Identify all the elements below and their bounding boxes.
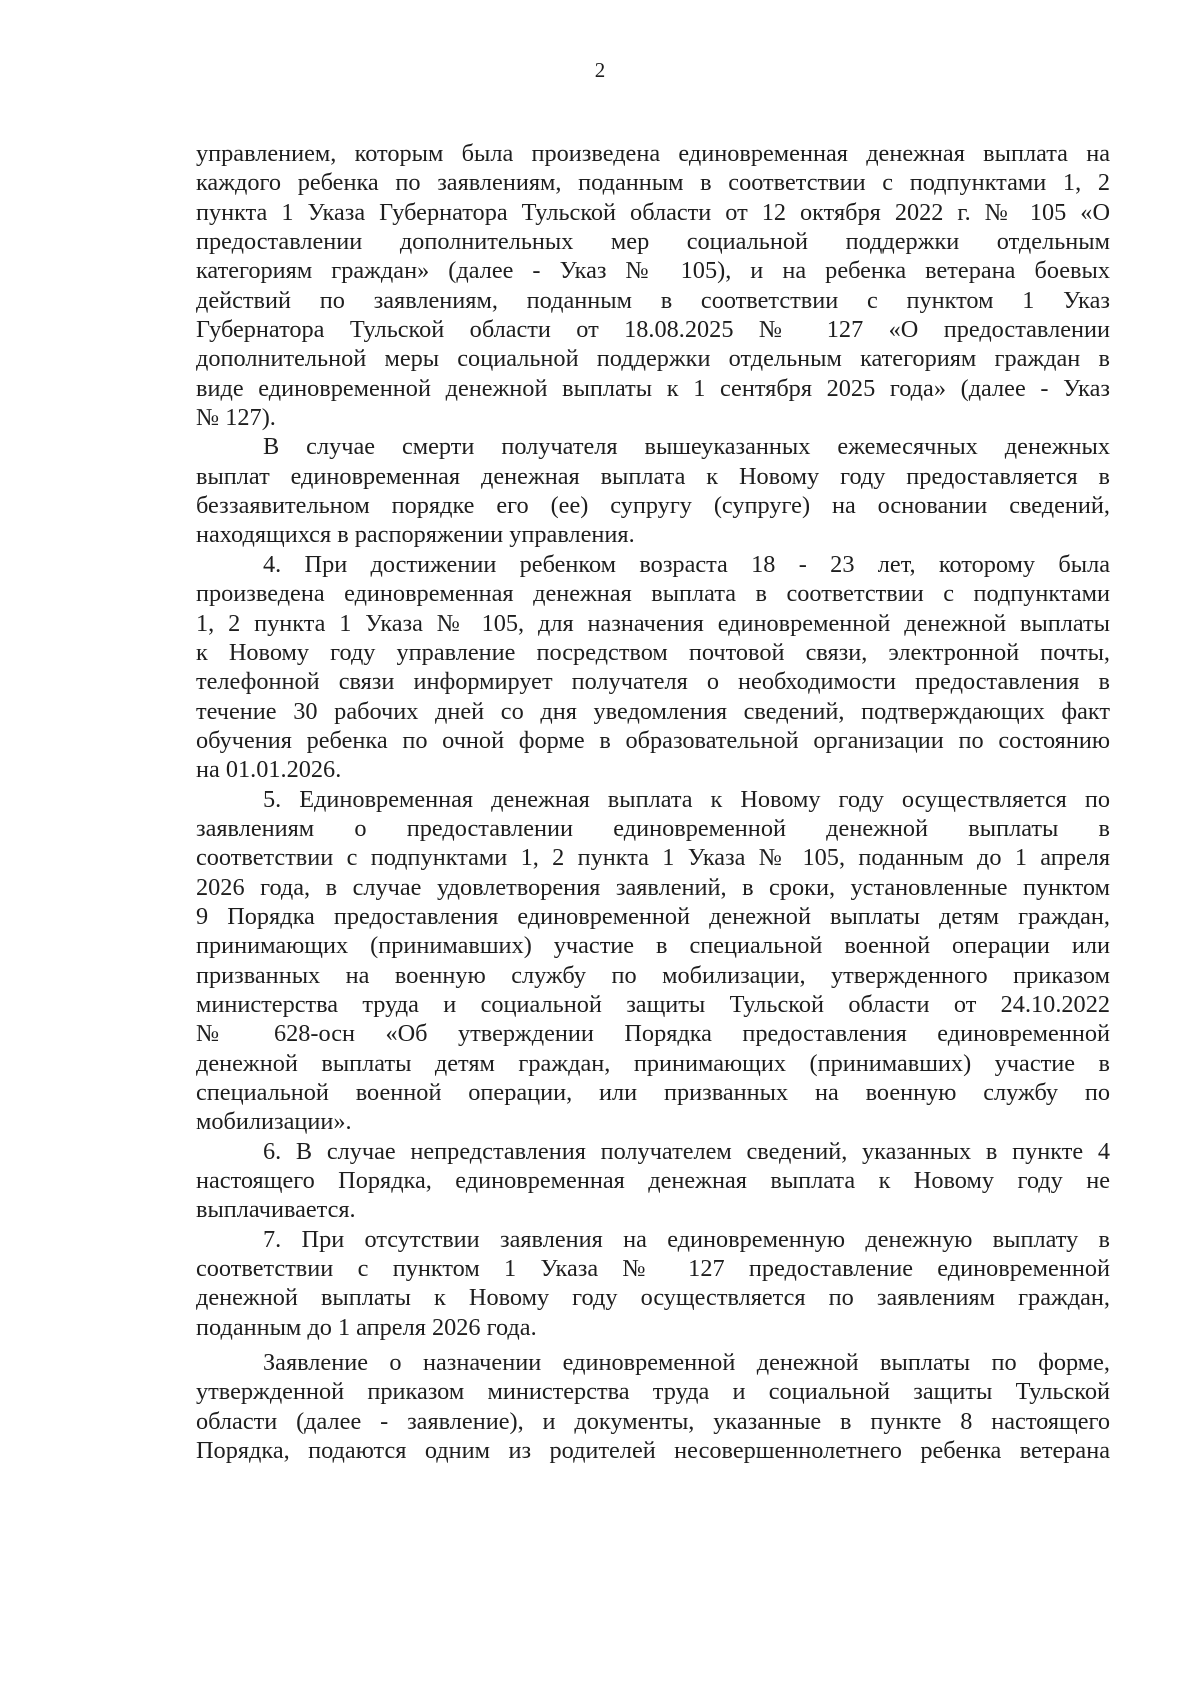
text-line: категориям граждан» (далее - Указ № 105), и на ребенка ветерана боевых bbox=[196, 257, 1110, 285]
text-line: Губернатора Тульской области от 18.08.2025 № 127 «О предоставлении bbox=[196, 316, 1110, 344]
text-line: области (далее - заявление), и документы, указанные в пункте 8 настоящего bbox=[196, 1407, 1110, 1435]
text-line: мобилизации». bbox=[196, 1108, 352, 1136]
paragraph-intro-continuation bbox=[196, 139, 1110, 432]
text-line: № 127). bbox=[196, 404, 276, 432]
text-line: выплат единовременная денежная выплата к Новому году предоставляется в bbox=[196, 462, 1110, 490]
text-line: беззаявительном порядке его (ее) супругу (супруге) на основании сведений, bbox=[196, 492, 1110, 520]
page-number: 2 bbox=[594, 58, 606, 82]
text-line: виде единовременной денежной выплаты к 1 сентября 2025 года» (далее - Указ bbox=[196, 374, 1110, 402]
text-line: 1, 2 пункта 1 Указа № 105, для назначения единовременной денежной выплаты bbox=[196, 609, 1110, 637]
text-line: каждого ребенка по заявлениям, поданным в соответствии с подпунктами 1, 2 bbox=[196, 169, 1110, 197]
paragraph-death-of-recipient bbox=[196, 432, 1110, 549]
text-line: находящихся в распоряжении управления. bbox=[196, 521, 635, 549]
text-line: № 628-осн «Об утверждении Порядка предоставления единовременной bbox=[196, 1020, 1110, 1048]
paragraph-item-4 bbox=[196, 550, 1110, 785]
text-line: денежной выплаты к Новому году осуществляется по заявлениям граждан, bbox=[196, 1284, 1110, 1312]
text-line: денежной выплаты детям граждан, принимающих (принимавших) участие в bbox=[196, 1049, 1110, 1077]
text-line: течение 30 рабочих дней со дня уведомления сведений, подтверждающих факт bbox=[196, 697, 1110, 725]
text-line: 9 Порядка предоставления единовременной денежной выплаты детям граждан, bbox=[196, 902, 1110, 930]
text-line: министерства труда и социальной защиты Тульской области от 24.10.2022 bbox=[196, 990, 1110, 1018]
text-line: произведена единовременная денежная выплата в соответствии с подпунктами bbox=[196, 580, 1110, 608]
text-line: 4. При достижении ребенком возраста 18 - 23 лет, которому была bbox=[263, 550, 1110, 578]
text-line: 6. В случае непредставления получателем сведений, указанных в пункте 4 bbox=[263, 1137, 1110, 1165]
text-line: к Новому году управление посредством почтовой связи, электронной почты, bbox=[196, 638, 1110, 666]
paragraph-application bbox=[196, 1348, 1110, 1465]
paragraph-item-5 bbox=[196, 785, 1110, 1137]
text-line: дополнительной меры социальной поддержки отдельным категориям граждан в bbox=[196, 345, 1110, 373]
text-line: соответствии с подпунктами 1, 2 пункта 1 Указа № 105, поданным до 1 апреля bbox=[196, 844, 1110, 872]
text-line: пункта 1 Указа Губернатора Тульской области от 12 октября 2022 г. № 105 «О bbox=[196, 198, 1110, 226]
text-line: заявлениям о предоставлении единовременной денежной выплаты в bbox=[196, 814, 1110, 842]
text-line: выплачивается. bbox=[196, 1196, 356, 1224]
text-line: специальной военной операции, или призванных на военную службу по bbox=[196, 1079, 1110, 1106]
text-line: предоставлении дополнительных мер социальной поддержки отдельным bbox=[196, 228, 1110, 256]
text-line: телефонной связи информирует получателя о необходимости предоставления в bbox=[196, 668, 1110, 696]
text-line: управлением, которым была произведена единовременная денежная выплата на bbox=[196, 140, 1110, 167]
paragraph-item-6 bbox=[196, 1137, 1110, 1225]
text-line: В случае смерти получателя вышеуказанных ежемесячных денежных bbox=[263, 433, 1110, 461]
paragraph-item-7 bbox=[196, 1225, 1110, 1342]
document-body bbox=[196, 139, 1110, 1465]
text-line: настоящего Порядка, единовременная денежная выплата к Новому году не bbox=[196, 1167, 1110, 1195]
text-line: обучения ребенка по очной форме в образовательной организации по состоянию bbox=[196, 726, 1110, 754]
text-line: соответствии с пунктом 1 Указа № 127 предоставление единовременной bbox=[196, 1255, 1110, 1283]
text-line: призванных на военную службу по мобилизации, утвержденного приказом bbox=[196, 961, 1110, 989]
text-line: действий по заявлениям, поданным в соответствии с пунктом 1 Указ bbox=[196, 286, 1110, 314]
text-line: 5. Единовременная денежная выплата к Новому году осуществляется по bbox=[263, 785, 1110, 813]
text-line: на 01.01.2026. bbox=[196, 756, 342, 784]
text-line: утвержденной приказом министерства труда и социальной защиты Тульской bbox=[196, 1378, 1110, 1406]
text-line: поданным до 1 апреля 2026 года. bbox=[196, 1313, 537, 1341]
text-line: 7. При отсутствии заявления на единовременную денежную выплату в bbox=[263, 1225, 1110, 1253]
text-line: принимающих (принимавших) участие в специальной военной операции или bbox=[196, 932, 1110, 960]
text-line: Порядка, подаются одним из родителей несовершеннолетнего ребенка ветерана bbox=[196, 1437, 1110, 1465]
text-line: 2026 года, в случае удовлетворения заявлений, в сроки, установленные пунктом bbox=[196, 873, 1110, 901]
text-line: Заявление о назначении единовременной денежной выплаты по форме, bbox=[263, 1349, 1110, 1377]
